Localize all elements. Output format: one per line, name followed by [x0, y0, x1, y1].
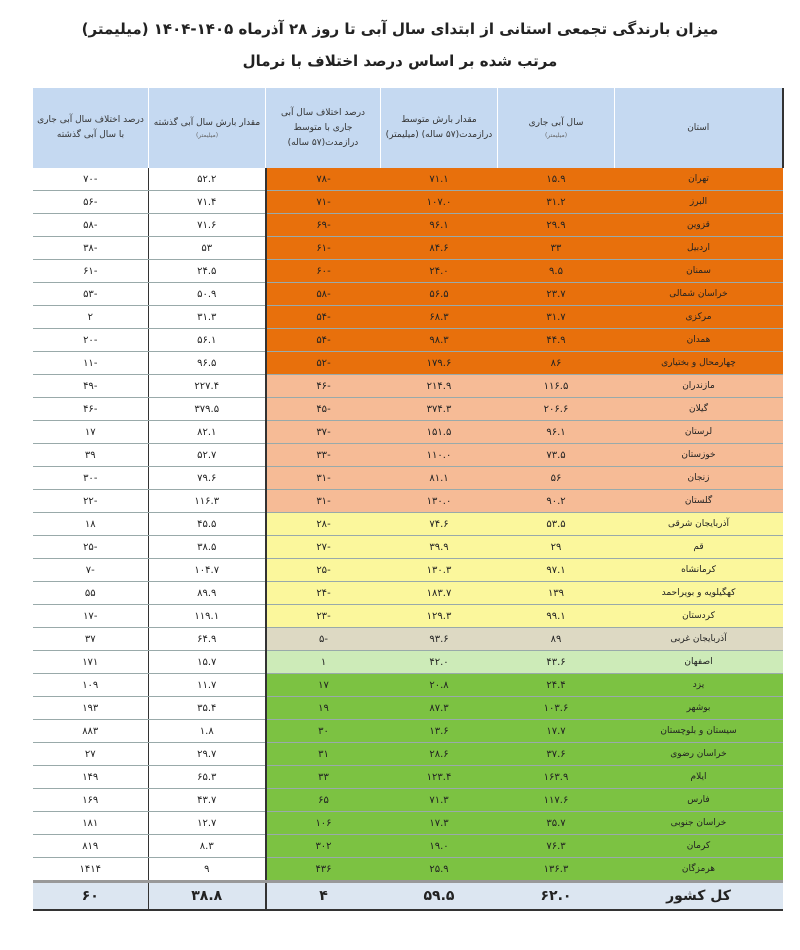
cell-current-year: ۱۷.۷	[498, 720, 615, 743]
cell-province: خراسان رضوی	[615, 743, 783, 766]
cell-province: قزوین	[615, 214, 783, 237]
cell-diff-vs-previous: -۶۱	[33, 260, 149, 283]
cell-long-term-average: ۸۱.۱	[381, 467, 498, 490]
cell-long-term-average: ۱۳.۶	[381, 720, 498, 743]
column-header-label: مقدار بارش سال آبی گذشته	[153, 118, 261, 128]
cell-diff-vs-average: ۳۰	[266, 720, 381, 743]
table-row	[33, 559, 783, 582]
cell-previous-year: ۳۵.۴	[149, 697, 266, 720]
cell-current-year: ۳۷.۶	[498, 743, 615, 766]
cell-diff-vs-previous: ۱۸	[33, 513, 149, 536]
table-row	[33, 536, 783, 559]
cell-diff-vs-previous: -۲۰	[33, 329, 149, 352]
table-row	[33, 513, 783, 536]
table-row	[33, 214, 783, 237]
cell-long-term-average: ۵۹.۵	[381, 882, 498, 911]
cell-previous-year: ۱۱۶.۳	[149, 490, 266, 513]
cell-diff-vs-previous: -۳۸	[33, 237, 149, 260]
cell-diff-vs-previous: ۶۰	[33, 882, 149, 911]
table-row	[33, 789, 783, 812]
cell-previous-year: ۵۲.۷	[149, 444, 266, 467]
cell-diff-vs-average: ۴۳۶	[266, 858, 381, 882]
cell-province: چهارمحال و بختیاری	[615, 352, 783, 375]
cell-diff-vs-average: -۶۹	[266, 214, 381, 237]
cell-diff-vs-previous: ۱۶۹	[33, 789, 149, 812]
cell-current-year: ۴۴.۹	[498, 329, 615, 352]
cell-diff-vs-average: -۷۸	[266, 168, 381, 191]
cell-current-year: ۷۳.۵	[498, 444, 615, 467]
cell-province: زنجان	[615, 467, 783, 490]
cell-diff-vs-previous: ۱۸۱	[33, 812, 149, 835]
cell-current-year: ۲۴.۴	[498, 674, 615, 697]
table-row	[33, 329, 783, 352]
cell-diff-vs-average: -۷۱	[266, 191, 381, 214]
table-row	[33, 605, 783, 628]
cell-diff-vs-previous: -۷۰	[33, 168, 149, 191]
cell-previous-year: ۳۸.۸	[149, 882, 266, 911]
cell-diff-vs-previous: -۵۶	[33, 191, 149, 214]
cell-previous-year: ۹	[149, 858, 266, 882]
cell-long-term-average: ۹۶.۱	[381, 214, 498, 237]
cell-previous-year: ۸.۳	[149, 835, 266, 858]
column-header-label: درصد اختلاف سال آبی جاری با متوسط درازمدت(۵۷ ساله)	[280, 107, 366, 148]
cell-previous-year: ۴۳.۷	[149, 789, 266, 812]
cell-diff-vs-previous: -۲۲	[33, 490, 149, 513]
cell-long-term-average: ۶۸.۳	[381, 306, 498, 329]
column-header-long-term-average	[381, 88, 498, 168]
cell-diff-vs-previous: ۱۷	[33, 421, 149, 444]
cell-long-term-average: ۲۱۴.۹	[381, 375, 498, 398]
cell-current-year: ۲۳.۷	[498, 283, 615, 306]
column-header-label: مقدار بارش متوسط درازمدت(۵۷ ساله) (میلیمتر)	[385, 115, 493, 140]
cell-current-year: ۹۶.۱	[498, 421, 615, 444]
table-row	[33, 720, 783, 743]
cell-current-year: ۲۰۶.۶	[498, 398, 615, 421]
cell-diff-vs-average: -۳۷	[266, 421, 381, 444]
cell-current-year: ۱۳۶.۳	[498, 858, 615, 882]
cell-previous-year: ۵۳	[149, 237, 266, 260]
cell-diff-vs-average: -۲۵	[266, 559, 381, 582]
cell-long-term-average: ۲۰.۸	[381, 674, 498, 697]
cell-province: هرمزگان	[615, 858, 783, 882]
cell-current-year: ۵۳.۵	[498, 513, 615, 536]
cell-current-year: ۱۵.۹	[498, 168, 615, 191]
cell-previous-year: ۱۲.۷	[149, 812, 266, 835]
table-row	[33, 651, 783, 674]
cell-province: اصفهان	[615, 651, 783, 674]
cell-diff-vs-average: -۴۵	[266, 398, 381, 421]
cell-current-year: ۳۳	[498, 237, 615, 260]
cell-current-year: ۶۲.۰	[498, 882, 615, 911]
table-row	[33, 260, 783, 283]
cell-diff-vs-average: -۲۸	[266, 513, 381, 536]
cell-diff-vs-average: ۳۳	[266, 766, 381, 789]
cell-diff-vs-average: ۴	[266, 882, 381, 911]
column-header-province	[615, 88, 783, 168]
cell-province: گلستان	[615, 490, 783, 513]
cell-long-term-average: ۷۴.۶	[381, 513, 498, 536]
cell-previous-year: ۳۱.۳	[149, 306, 266, 329]
cell-long-term-average: ۱۰۷.۰	[381, 191, 498, 214]
cell-long-term-average: ۲۵.۹	[381, 858, 498, 882]
page-subtitle: مرتب شده بر اساس درصد اختلاف با نرمال	[242, 52, 558, 70]
cell-previous-year: ۶۵.۳	[149, 766, 266, 789]
column-header-label: درصد اختلاف سال آبی جاری با سال آبی گذشته	[37, 115, 144, 140]
cell-diff-vs-average: -۵۲	[266, 352, 381, 375]
column-header-label: استان	[687, 122, 710, 133]
cell-province: مازندران	[615, 375, 783, 398]
cell-long-term-average: ۳۹.۹	[381, 536, 498, 559]
cell-province: خوزستان	[615, 444, 783, 467]
cell-province: آذربایجان شرقی	[615, 513, 783, 536]
cell-province: خراسان جنوبی	[615, 812, 783, 835]
table-row	[33, 237, 783, 260]
cell-previous-year: ۵۲.۲	[149, 168, 266, 191]
table-row	[33, 421, 783, 444]
cell-current-year: ۱۳۹	[498, 582, 615, 605]
cell-diff-vs-previous: ۱۴۱۴	[33, 858, 149, 882]
table-row	[33, 697, 783, 720]
cell-diff-vs-previous: ۳۹	[33, 444, 149, 467]
cell-diff-vs-previous: ۲۷	[33, 743, 149, 766]
cell-diff-vs-average: -۵۸	[266, 283, 381, 306]
cell-long-term-average: ۱۷.۳	[381, 812, 498, 835]
cell-province: همدان	[615, 329, 783, 352]
cell-current-year: ۳۱.۷	[498, 306, 615, 329]
cell-diff-vs-average: -۶۱	[266, 237, 381, 260]
cell-diff-vs-average: -۴۶	[266, 375, 381, 398]
cell-long-term-average: ۲۸.۶	[381, 743, 498, 766]
table-row	[33, 444, 783, 467]
table-row	[33, 674, 783, 697]
cell-previous-year: ۷۹.۶	[149, 467, 266, 490]
cell-long-term-average: ۷۱.۳	[381, 789, 498, 812]
cell-diff-vs-average: -۵	[266, 628, 381, 651]
cell-province: کرمانشاه	[615, 559, 783, 582]
table-row	[33, 191, 783, 214]
cell-current-year: ۲۹.۹	[498, 214, 615, 237]
cell-province: خراسان شمالی	[615, 283, 783, 306]
cell-long-term-average: ۹۸.۳	[381, 329, 498, 352]
cell-previous-year: ۱۰۴.۷	[149, 559, 266, 582]
cell-long-term-average: ۱۸۳.۷	[381, 582, 498, 605]
cell-province: سمنان	[615, 260, 783, 283]
cell-province: فارس	[615, 789, 783, 812]
table-row	[33, 812, 783, 835]
cell-diff-vs-previous: ۱۴۹	[33, 766, 149, 789]
cell-previous-year: ۱.۸	[149, 720, 266, 743]
cell-province: مرکزی	[615, 306, 783, 329]
cell-previous-year: ۹۶.۵	[149, 352, 266, 375]
cell-current-year: ۳۱.۲	[498, 191, 615, 214]
cell-province: سیستان و بلوچستان	[615, 720, 783, 743]
cell-long-term-average: ۴۲.۰	[381, 651, 498, 674]
table-row	[33, 467, 783, 490]
cell-previous-year: ۱۱.۷	[149, 674, 266, 697]
cell-long-term-average: ۱۵۱.۵	[381, 421, 498, 444]
cell-previous-year: ۱۱۹.۱	[149, 605, 266, 628]
cell-diff-vs-previous: ۱۰۹	[33, 674, 149, 697]
cell-diff-vs-average: ۱۷	[266, 674, 381, 697]
cell-current-year: ۱۰۳.۶	[498, 697, 615, 720]
cell-previous-year: ۳۷۹.۵	[149, 398, 266, 421]
cell-current-year: ۲۹	[498, 536, 615, 559]
cell-long-term-average: ۸۴.۶	[381, 237, 498, 260]
cell-diff-vs-previous: -۲۵	[33, 536, 149, 559]
cell-long-term-average: ۱۳۰.۳	[381, 559, 498, 582]
cell-province: کردستان	[615, 605, 783, 628]
cell-long-term-average: ۱۳۰.۰	[381, 490, 498, 513]
cell-province: البرز	[615, 191, 783, 214]
table-row	[33, 375, 783, 398]
cell-diff-vs-previous: ۸۸۳	[33, 720, 149, 743]
cell-province: قم	[615, 536, 783, 559]
cell-current-year: ۹۷.۱	[498, 559, 615, 582]
cell-current-year: ۱۱۶.۵	[498, 375, 615, 398]
cell-diff-vs-previous: -۵۸	[33, 214, 149, 237]
cell-diff-vs-average: ۳۰۲	[266, 835, 381, 858]
cell-previous-year: ۲۴.۵	[149, 260, 266, 283]
table-row	[33, 398, 783, 421]
cell-long-term-average: ۱۹.۰	[381, 835, 498, 858]
column-header-diff-vs-average	[266, 88, 381, 168]
table-row	[33, 352, 783, 375]
cell-previous-year: ۷۱.۶	[149, 214, 266, 237]
cell-long-term-average: ۱۲۳.۴	[381, 766, 498, 789]
cell-long-term-average: ۸۷.۳	[381, 697, 498, 720]
cell-diff-vs-previous: -۵۳	[33, 283, 149, 306]
cell-province: کل کشور	[615, 882, 783, 911]
cell-diff-vs-average: ۳۱	[266, 743, 381, 766]
cell-diff-vs-average: -۶۰	[266, 260, 381, 283]
cell-diff-vs-average: -۳۱	[266, 490, 381, 513]
total-row	[33, 882, 783, 911]
cell-diff-vs-average: -۳۱	[266, 467, 381, 490]
cell-province: کهگیلویه و بویراحمد	[615, 582, 783, 605]
table-row	[33, 283, 783, 306]
cell-province: بوشهر	[615, 697, 783, 720]
cell-current-year: ۹.۵	[498, 260, 615, 283]
cell-diff-vs-average: -۵۴	[266, 329, 381, 352]
column-header-previous-year	[149, 88, 266, 168]
cell-current-year: ۹۹.۱	[498, 605, 615, 628]
cell-current-year: ۱۶۳.۹	[498, 766, 615, 789]
cell-diff-vs-average: ۶۵	[266, 789, 381, 812]
cell-long-term-average: ۹۳.۶	[381, 628, 498, 651]
cell-current-year: ۴۳.۶	[498, 651, 615, 674]
cell-diff-vs-previous: -۳۰	[33, 467, 149, 490]
table-row	[33, 743, 783, 766]
cell-long-term-average: ۳۷۴.۳	[381, 398, 498, 421]
cell-current-year: ۸۹	[498, 628, 615, 651]
cell-diff-vs-previous: ۱۹۳	[33, 697, 149, 720]
cell-province: لرستان	[615, 421, 783, 444]
cell-previous-year: ۸۲.۱	[149, 421, 266, 444]
cell-diff-vs-average: ۱۰۶	[266, 812, 381, 835]
cell-previous-year: ۷۱.۴	[149, 191, 266, 214]
rainfall-table	[32, 88, 784, 911]
cell-diff-vs-previous: -۷	[33, 559, 149, 582]
cell-province: گیلان	[615, 398, 783, 421]
cell-diff-vs-previous: ۲	[33, 306, 149, 329]
cell-diff-vs-average: -۵۴	[266, 306, 381, 329]
cell-province: تهران	[615, 168, 783, 191]
cell-long-term-average: ۲۴.۰	[381, 260, 498, 283]
cell-diff-vs-previous: ۸۱۹	[33, 835, 149, 858]
table-row	[33, 582, 783, 605]
cell-province: کرمان	[615, 835, 783, 858]
cell-diff-vs-average: -۲۳	[266, 605, 381, 628]
cell-province: اردبیل	[615, 237, 783, 260]
cell-long-term-average: ۱۱۰.۰	[381, 444, 498, 467]
cell-previous-year: ۵۰.۹	[149, 283, 266, 306]
cell-long-term-average: ۱۲۹.۳	[381, 605, 498, 628]
cell-previous-year: ۲۹.۷	[149, 743, 266, 766]
cell-long-term-average: ۷۱.۱	[381, 168, 498, 191]
cell-diff-vs-average: ۱	[266, 651, 381, 674]
cell-current-year: ۵۶	[498, 467, 615, 490]
cell-diff-vs-average: -۲۴	[266, 582, 381, 605]
cell-diff-vs-previous: ۳۷	[33, 628, 149, 651]
cell-current-year: ۷۶.۳	[498, 835, 615, 858]
table-row	[33, 766, 783, 789]
cell-current-year: ۹۰.۲	[498, 490, 615, 513]
cell-previous-year: ۱۵.۷	[149, 651, 266, 674]
column-header-unit: (میلیمتر)	[195, 132, 219, 139]
cell-diff-vs-previous: -۴۹	[33, 375, 149, 398]
cell-long-term-average: ۵۶.۵	[381, 283, 498, 306]
cell-diff-vs-average: -۳۳	[266, 444, 381, 467]
cell-diff-vs-previous: -۴۶	[33, 398, 149, 421]
cell-current-year: ۱۱۷.۶	[498, 789, 615, 812]
cell-previous-year: ۴۵.۵	[149, 513, 266, 536]
cell-province: ایلام	[615, 766, 783, 789]
cell-long-term-average: ۱۷۹.۶	[381, 352, 498, 375]
column-header-diff-vs-previous	[33, 88, 149, 168]
cell-current-year: ۸۶	[498, 352, 615, 375]
page-title: میزان بارندگی تجمعی استانی از ابتدای سال آبی تا روز ۲۸ آذرماه ۱۴۰۵-۱۴۰۴ (میلیمتر)	[81, 20, 719, 38]
cell-previous-year: ۸۹.۹	[149, 582, 266, 605]
cell-previous-year: ۲۲۷.۴	[149, 375, 266, 398]
cell-province: آذربایجان غربی	[615, 628, 783, 651]
table-row	[33, 490, 783, 513]
column-header-current-year	[498, 88, 615, 168]
cell-previous-year: ۶۴.۹	[149, 628, 266, 651]
table-row	[33, 306, 783, 329]
cell-previous-year: ۳۸.۵	[149, 536, 266, 559]
cell-diff-vs-previous: -۱۱	[33, 352, 149, 375]
column-header-label: سال آبی جاری	[528, 118, 584, 128]
cell-province: یزد	[615, 674, 783, 697]
cell-previous-year: ۵۶.۱	[149, 329, 266, 352]
cell-current-year: ۳۵.۷	[498, 812, 615, 835]
table-header-row	[33, 88, 783, 168]
cell-diff-vs-previous: -۱۷	[33, 605, 149, 628]
cell-diff-vs-previous: ۱۷۱	[33, 651, 149, 674]
cell-diff-vs-previous: ۵۵	[33, 582, 149, 605]
table-row	[33, 835, 783, 858]
table-row	[33, 858, 783, 882]
column-header-unit: (میلیمتر)	[544, 132, 568, 139]
table-row	[33, 168, 783, 191]
table-row	[33, 628, 783, 651]
cell-diff-vs-average: ۱۹	[266, 697, 381, 720]
cell-diff-vs-average: -۲۷	[266, 536, 381, 559]
